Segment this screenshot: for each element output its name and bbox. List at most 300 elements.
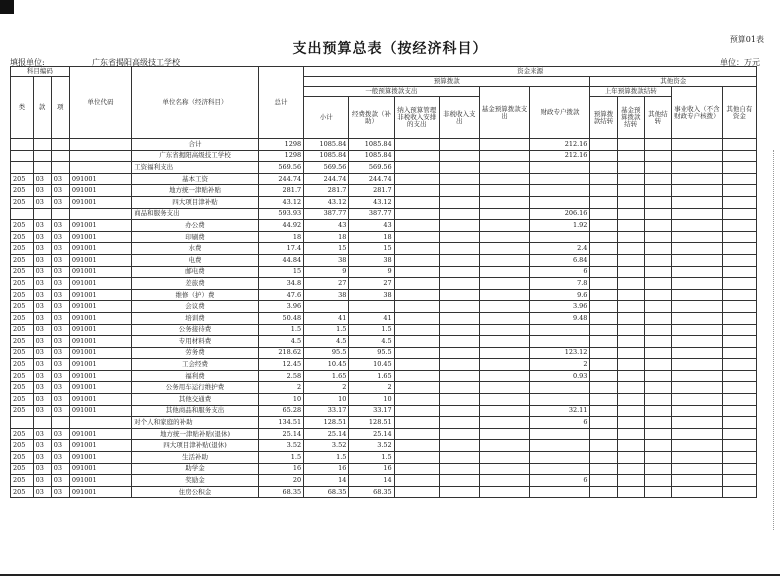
cell-name: 住房公积金 <box>132 486 259 498</box>
cell-kuan: 03 <box>33 254 51 266</box>
cell-name: 地方统一津贴补贴(退休) <box>132 428 259 440</box>
cell-subtotal: 38 <box>304 254 349 266</box>
cell-fiscal: 6 <box>530 475 590 487</box>
cell-empty <box>671 370 722 382</box>
table-row <box>11 417 757 429</box>
cell-empty <box>479 405 530 417</box>
header-gov-fund-budget: 基金预算拨款支出 <box>479 87 530 139</box>
cell-empty <box>617 359 644 371</box>
cell-empty <box>617 394 644 406</box>
cell-total: 20 <box>258 475 303 487</box>
cell-empty <box>671 312 722 324</box>
cell-lei <box>11 139 34 151</box>
cell-empty <box>394 162 439 174</box>
cell-empty <box>617 208 644 220</box>
cell-empty <box>671 185 722 197</box>
cell-total: 43.12 <box>258 196 303 208</box>
cell-lei: 205 <box>11 301 34 313</box>
cell-subtotal: 10.45 <box>304 359 349 371</box>
cell-fiscal <box>530 173 590 185</box>
cell-xiang: 03 <box>51 278 69 290</box>
cell-empty <box>722 139 756 151</box>
cell-lei: 205 <box>11 428 34 440</box>
cell-empty <box>722 347 756 359</box>
cell-code: 091001 <box>69 463 131 475</box>
cell-lei: 205 <box>11 440 34 452</box>
table-row <box>11 336 757 348</box>
cell-empty <box>394 196 439 208</box>
cell-kuan: 03 <box>33 475 51 487</box>
cell-empty <box>671 150 722 162</box>
cell-empty <box>590 347 617 359</box>
cell-total: 44.92 <box>258 220 303 232</box>
cell-empty <box>394 150 439 162</box>
cell-empty <box>590 301 617 313</box>
cell-name: 工会经费 <box>132 359 259 371</box>
cell-empty <box>439 162 479 174</box>
cell-total: 244.74 <box>258 173 303 185</box>
cell-empty <box>617 162 644 174</box>
filler-label: 填报单位: <box>10 58 45 67</box>
cell-empty <box>394 301 439 313</box>
cell-name: 福利费 <box>132 370 259 382</box>
cell-empty <box>439 220 479 232</box>
cell-empty <box>617 278 644 290</box>
cell-lei: 205 <box>11 324 34 336</box>
cell-lei: 205 <box>11 243 34 255</box>
cell-empty <box>722 289 756 301</box>
cell-empty <box>644 417 671 429</box>
cell-fiscal <box>530 452 590 464</box>
cell-empty <box>617 231 644 243</box>
cell-lei: 205 <box>11 347 34 359</box>
cell-empty <box>439 428 479 440</box>
cell-operating: 1.5 <box>349 324 394 336</box>
cell-name: 其他商品和服务支出 <box>132 405 259 417</box>
cell-empty <box>644 405 671 417</box>
cell-empty <box>590 475 617 487</box>
cell-code: 091001 <box>69 243 131 255</box>
cell-empty <box>590 278 617 290</box>
cell-empty <box>722 254 756 266</box>
cell-code: 091001 <box>69 405 131 417</box>
cell-empty <box>439 278 479 290</box>
cell-total: 1298 <box>258 150 303 162</box>
header-fiscal-special: 财政专户拨款 <box>530 87 590 139</box>
cell-empty <box>722 173 756 185</box>
cell-xiang: 03 <box>51 289 69 301</box>
cell-empty <box>644 278 671 290</box>
cell-empty <box>722 278 756 290</box>
cell-subtotal: 4.5 <box>304 336 349 348</box>
cell-empty <box>671 254 722 266</box>
cell-total: 134.51 <box>258 417 303 429</box>
cell-code: 091001 <box>69 382 131 394</box>
cell-empty <box>439 347 479 359</box>
cell-total: 4.5 <box>258 336 303 348</box>
cell-empty <box>590 208 617 220</box>
cell-empty <box>671 417 722 429</box>
cell-empty <box>617 417 644 429</box>
cell-total: 218.62 <box>258 347 303 359</box>
cell-empty <box>479 359 530 371</box>
cell-fiscal: 2.4 <box>530 243 590 255</box>
cell-empty <box>617 139 644 151</box>
cell-empty <box>722 428 756 440</box>
cell-code: 091001 <box>69 370 131 382</box>
cell-code: 091001 <box>69 312 131 324</box>
cell-operating: 387.77 <box>349 208 394 220</box>
cell-empty <box>439 266 479 278</box>
cell-subtotal: 27 <box>304 278 349 290</box>
cell-total: 281.7 <box>258 185 303 197</box>
cell-fiscal <box>530 231 590 243</box>
cell-empty <box>394 463 439 475</box>
cell-name: 办公费 <box>132 220 259 232</box>
cell-empty <box>590 417 617 429</box>
cell-empty <box>644 359 671 371</box>
table-row <box>11 301 757 313</box>
table-row <box>11 382 757 394</box>
cell-empty <box>479 312 530 324</box>
table-row <box>11 405 757 417</box>
cell-operating: 569.56 <box>349 162 394 174</box>
cell-empty <box>722 185 756 197</box>
cell-empty <box>394 231 439 243</box>
cell-name: 对个人和家庭的补助 <box>132 417 259 429</box>
cell-total: 18 <box>258 231 303 243</box>
table-row <box>11 243 757 255</box>
cell-code <box>69 139 131 151</box>
table-row <box>11 254 757 266</box>
cell-empty <box>722 359 756 371</box>
cell-empty <box>644 289 671 301</box>
cell-operating: 27 <box>349 278 394 290</box>
cell-code <box>69 417 131 429</box>
cell-empty <box>644 208 671 220</box>
cell-xiang: 03 <box>51 266 69 278</box>
cell-subtotal: 33.17 <box>304 405 349 417</box>
header-unit-code: 单位代码 <box>69 67 131 139</box>
cell-subtotal: 43.12 <box>304 196 349 208</box>
header-carryover: 上年预算拨款结转 <box>590 87 671 97</box>
cell-empty <box>394 405 439 417</box>
cell-fiscal: 2 <box>530 359 590 371</box>
cell-empty <box>394 417 439 429</box>
cell-fiscal: 6 <box>530 417 590 429</box>
cell-subtotal: 41 <box>304 312 349 324</box>
cell-name: 助学金 <box>132 463 259 475</box>
cell-empty <box>644 440 671 452</box>
cell-subtotal: 1.5 <box>304 324 349 336</box>
cell-xiang: 03 <box>51 475 69 487</box>
table-body <box>11 139 757 498</box>
cell-lei <box>11 208 34 220</box>
cell-subtotal: 9 <box>304 266 349 278</box>
cell-name: 劳务费 <box>132 347 259 359</box>
cell-operating: 33.17 <box>349 405 394 417</box>
cell-operating: 128.51 <box>349 417 394 429</box>
cell-empty <box>439 336 479 348</box>
cell-empty <box>617 463 644 475</box>
cell-subtotal <box>304 301 349 313</box>
cell-fiscal: 212.16 <box>530 139 590 151</box>
cell-fiscal <box>530 185 590 197</box>
cell-empty <box>644 150 671 162</box>
cell-name: 工资福利支出 <box>132 162 259 174</box>
cell-lei: 205 <box>11 173 34 185</box>
cell-operating: 15 <box>349 243 394 255</box>
cell-fiscal: 6.84 <box>530 254 590 266</box>
cell-xiang: 03 <box>51 324 69 336</box>
cell-empty <box>644 324 671 336</box>
cell-empty <box>439 475 479 487</box>
cell-total: 569.56 <box>258 162 303 174</box>
cell-empty <box>671 324 722 336</box>
cell-empty <box>671 336 722 348</box>
cell-empty <box>644 370 671 382</box>
cell-empty <box>590 150 617 162</box>
cell-lei: 205 <box>11 278 34 290</box>
cell-empty <box>617 486 644 498</box>
cell-empty <box>479 139 530 151</box>
cell-xiang: 03 <box>51 231 69 243</box>
cell-fiscal <box>530 196 590 208</box>
cell-xiang: 03 <box>51 463 69 475</box>
cell-empty <box>617 324 644 336</box>
cell-empty <box>479 486 530 498</box>
cell-total: 25.14 <box>258 428 303 440</box>
cell-code: 091001 <box>69 452 131 464</box>
header-operating-fund: 经费拨款（补助） <box>349 97 394 139</box>
cell-fiscal <box>530 428 590 440</box>
cell-empty <box>479 347 530 359</box>
cell-empty <box>722 370 756 382</box>
cell-code: 091001 <box>69 196 131 208</box>
cell-empty <box>590 254 617 266</box>
cell-empty <box>617 301 644 313</box>
cell-empty <box>479 208 530 220</box>
cell-xiang: 03 <box>51 196 69 208</box>
cell-xiang: 03 <box>51 312 69 324</box>
cell-subtotal: 43 <box>304 220 349 232</box>
cell-fiscal: 6 <box>530 266 590 278</box>
money-unit: 单位：万元 <box>720 58 760 67</box>
cell-empty <box>479 417 530 429</box>
cell-empty <box>439 208 479 220</box>
cell-lei <box>11 417 34 429</box>
scan-edge-noise <box>773 150 778 530</box>
cell-lei: 205 <box>11 220 34 232</box>
cell-empty <box>394 185 439 197</box>
cell-total: 47.6 <box>258 289 303 301</box>
cell-code: 091001 <box>69 278 131 290</box>
cell-name: 广东省揭阳高级技工学校 <box>132 150 259 162</box>
cell-empty <box>590 139 617 151</box>
cell-operating: 95.5 <box>349 347 394 359</box>
cell-name: 商品和服务支出 <box>132 208 259 220</box>
cell-operating: 43 <box>349 220 394 232</box>
cell-xiang: 03 <box>51 243 69 255</box>
cell-lei: 205 <box>11 382 34 394</box>
cell-empty <box>439 382 479 394</box>
cell-empty <box>394 324 439 336</box>
cell-empty <box>479 301 530 313</box>
cell-xiang <box>51 150 69 162</box>
cell-empty <box>439 231 479 243</box>
page-title: 支出预算总表（按经济科目） <box>292 41 488 57</box>
cell-xiang <box>51 208 69 220</box>
cell-empty <box>722 162 756 174</box>
cell-lei: 205 <box>11 336 34 348</box>
cell-lei: 205 <box>11 486 34 498</box>
cell-empty <box>722 243 756 255</box>
cell-empty <box>722 266 756 278</box>
cell-operating: 38 <box>349 254 394 266</box>
cell-name: 地方统一津贴补贴 <box>132 185 259 197</box>
cell-empty <box>479 254 530 266</box>
cell-kuan: 03 <box>33 405 51 417</box>
cell-empty <box>722 312 756 324</box>
cell-empty <box>394 428 439 440</box>
cell-empty <box>722 231 756 243</box>
cell-empty <box>394 452 439 464</box>
cell-kuan: 03 <box>33 196 51 208</box>
cell-empty <box>671 428 722 440</box>
table-row <box>11 150 757 162</box>
cell-kuan: 03 <box>33 324 51 336</box>
cell-empty <box>644 312 671 324</box>
cell-empty <box>671 208 722 220</box>
cell-lei: 205 <box>11 475 34 487</box>
cell-xiang: 03 <box>51 347 69 359</box>
cell-empty <box>590 220 617 232</box>
table-row <box>11 266 757 278</box>
cell-operating: 244.74 <box>349 173 394 185</box>
table-row <box>11 486 757 498</box>
cell-empty <box>479 394 530 406</box>
cell-empty <box>671 243 722 255</box>
cell-empty <box>617 289 644 301</box>
cell-operating: 1.65 <box>349 370 394 382</box>
cell-empty <box>394 266 439 278</box>
cell-empty <box>439 324 479 336</box>
cell-empty <box>590 289 617 301</box>
cell-empty <box>479 162 530 174</box>
cell-subtotal: 1.65 <box>304 370 349 382</box>
cell-operating: 68.35 <box>349 486 394 498</box>
cell-empty <box>644 139 671 151</box>
cell-empty <box>479 231 530 243</box>
cell-kuan: 03 <box>33 394 51 406</box>
cell-empty <box>590 243 617 255</box>
cell-empty <box>722 220 756 232</box>
cell-name: 合计 <box>132 139 259 151</box>
cell-fiscal <box>530 463 590 475</box>
cell-empty <box>671 394 722 406</box>
cell-fiscal <box>530 394 590 406</box>
cell-empty <box>439 173 479 185</box>
cell-empty <box>439 417 479 429</box>
cell-total: 3.96 <box>258 301 303 313</box>
cell-empty <box>439 440 479 452</box>
form-code: 预算01表 <box>729 35 764 44</box>
cell-code: 091001 <box>69 254 131 266</box>
cell-xiang: 03 <box>51 336 69 348</box>
cell-operating: 18 <box>349 231 394 243</box>
cell-empty <box>644 382 671 394</box>
cell-kuan <box>33 139 51 151</box>
cell-total: 68.35 <box>258 486 303 498</box>
cell-empty <box>439 301 479 313</box>
cell-empty <box>439 405 479 417</box>
cell-code: 091001 <box>69 301 131 313</box>
cell-xiang: 03 <box>51 173 69 185</box>
cell-xiang: 03 <box>51 440 69 452</box>
cell-code: 091001 <box>69 428 131 440</box>
cell-name: 专用材料费 <box>132 336 259 348</box>
cell-total: 2.58 <box>258 370 303 382</box>
cell-empty <box>644 220 671 232</box>
cell-empty <box>617 173 644 185</box>
cell-empty <box>722 463 756 475</box>
cell-empty <box>722 486 756 498</box>
cell-empty <box>394 347 439 359</box>
cell-empty <box>722 301 756 313</box>
cell-xiang: 03 <box>51 428 69 440</box>
header-subject-code: 科目编码 <box>11 67 70 77</box>
cell-empty <box>479 324 530 336</box>
cell-name: 电费 <box>132 254 259 266</box>
cell-empty <box>671 452 722 464</box>
header-lei: 类 <box>11 77 34 139</box>
cell-lei: 205 <box>11 394 34 406</box>
cell-kuan <box>33 162 51 174</box>
cell-empty <box>617 370 644 382</box>
cell-empty <box>479 382 530 394</box>
cell-operating: 1085.84 <box>349 139 394 151</box>
cell-total: 16 <box>258 463 303 475</box>
table-row <box>11 463 757 475</box>
cell-xiang: 03 <box>51 486 69 498</box>
cell-empty <box>617 243 644 255</box>
cell-empty <box>394 254 439 266</box>
cell-name: 其他交通费 <box>132 394 259 406</box>
cell-empty <box>644 301 671 313</box>
cell-empty <box>479 243 530 255</box>
cell-code: 091001 <box>69 185 131 197</box>
cell-empty <box>671 382 722 394</box>
cell-name: 四大项目津补贴(退休) <box>132 440 259 452</box>
cell-total: 44.84 <box>258 254 303 266</box>
cell-lei: 205 <box>11 312 34 324</box>
cell-kuan: 03 <box>33 243 51 255</box>
cell-empty <box>617 150 644 162</box>
table-row <box>11 196 757 208</box>
cell-code: 091001 <box>69 289 131 301</box>
cell-empty <box>617 336 644 348</box>
cell-empty <box>394 173 439 185</box>
cell-empty <box>439 486 479 498</box>
cell-lei: 205 <box>11 370 34 382</box>
header-general-budget: 一般预算拨款支出 <box>304 87 479 97</box>
cell-empty <box>394 336 439 348</box>
scan-corner-mark <box>0 0 14 14</box>
cell-lei <box>11 150 34 162</box>
cell-name: 基本工资 <box>132 173 259 185</box>
cell-empty <box>617 266 644 278</box>
cell-xiang: 03 <box>51 382 69 394</box>
